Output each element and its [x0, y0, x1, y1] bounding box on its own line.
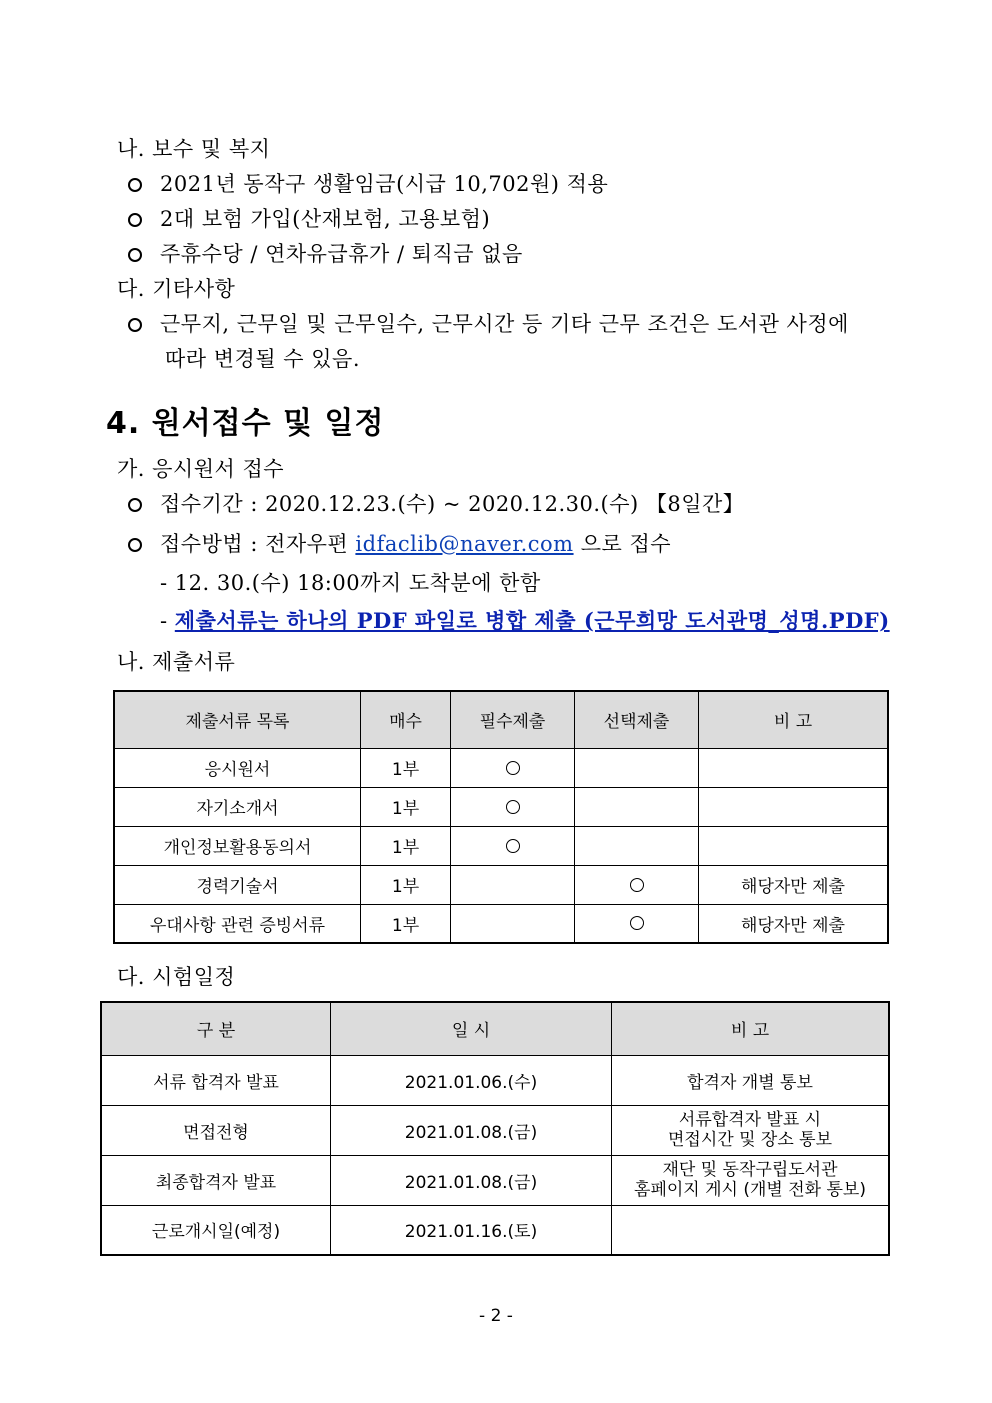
table-row [101, 1105, 889, 1155]
schedule-date-cell: 2021.01.06.(수) [331, 1055, 612, 1105]
highlight-text: 제출서류는 하나의 PDF 파일로 병합 제출 (근무희망 도서관명_성명.PDF) [174, 608, 890, 633]
schedule-item-cell: 면접전형 [101, 1105, 331, 1155]
table-header-cell: 제출서류 목록 [114, 691, 361, 748]
doc-count-cell: 1부 [361, 865, 451, 904]
table-row [114, 865, 888, 904]
doc-note-cell: 해당자만 제출 [699, 904, 889, 943]
schedule-date-cell: 2021.01.16.(토) [331, 1205, 612, 1255]
schedule-table [100, 1001, 890, 1256]
doc-name-cell: 경력기술서 [114, 865, 361, 904]
list-item: 근무지, 근무일 및 근무일수, 근무시간 등 기타 근무 조건은 도서관 사정에 [128, 308, 849, 338]
section-c-title: 다. 기타사항 [117, 277, 236, 301]
bullet-circle-icon [128, 178, 142, 192]
doc-count-cell: 1부 [361, 748, 451, 787]
bullet-circle-icon [128, 318, 142, 332]
section-b-title: 나. 보수 및 복지 [117, 137, 271, 161]
bullet-circle-icon [128, 213, 142, 227]
doc-note-cell: 해당자만 제출 [699, 865, 889, 904]
doc-note-cell [699, 787, 889, 826]
list-item: 2대 보험 가입(산재보험, 고용보험) [128, 203, 490, 233]
required-cell [451, 748, 575, 787]
table-header-row [101, 1002, 889, 1055]
schedule-note-cell: 합격자 개별 통보 [612, 1055, 890, 1105]
table-row [114, 904, 888, 943]
schedule-item-cell: 서류 합격자 발표 [101, 1055, 331, 1105]
check-circle-icon [630, 878, 644, 892]
list-item: 주휴수당 / 연차유급휴가 / 퇴직금 없음 [128, 238, 523, 268]
schedule-note-cell: 서류합격자 발표 시 면접시간 및 장소 통보 [612, 1105, 890, 1155]
doc-name-cell: 개인정보활용동의서 [114, 826, 361, 865]
schedule-note-cell: 재단 및 동작구립도서관 홈페이지 게시 (개별 전화 통보) [612, 1155, 890, 1205]
optional-cell [575, 904, 699, 943]
schedule-note-cell [612, 1205, 890, 1255]
required-cell [451, 904, 575, 943]
table-header-cell: 일 시 [331, 1002, 612, 1055]
doc-name-cell: 응시원서 [114, 748, 361, 787]
page-number: - 2 - [479, 1306, 513, 1326]
note-line-highlight: - 제출서류는 하나의 PDF 파일로 병합 제출 (근무희망 도서관명_성명.PDF) [160, 608, 890, 633]
list-item: 접수방법 : 전자우편 idfaclib@naver.com 으로 접수 [128, 528, 671, 558]
optional-cell [575, 826, 699, 865]
schedule-date-cell: 2021.01.08.(금) [331, 1105, 612, 1155]
check-circle-icon [506, 839, 520, 853]
section-heading: 4. 원서접수 및 일정 [106, 406, 385, 441]
subsection-title: 나. 제출서류 [117, 650, 236, 674]
bullet-circle-icon [128, 498, 142, 512]
note-line: - 12. 30.(수) 18:00까지 도착분에 한함 [160, 571, 541, 595]
doc-count-cell: 1부 [361, 904, 451, 943]
doc-name-cell: 우대사항 관련 증빙서류 [114, 904, 361, 943]
bullet-circle-icon [128, 248, 142, 262]
doc-count-cell: 1부 [361, 787, 451, 826]
email-link[interactable]: idfaclib@naver.com [355, 532, 574, 556]
required-cell [451, 787, 575, 826]
required-cell [451, 826, 575, 865]
doc-note-cell [699, 748, 889, 787]
required-cell [451, 865, 575, 904]
list-item: 2021년 동작구 생활임금(시급 10,702원) 적용 [128, 168, 608, 198]
table-header-cell: 구 분 [101, 1002, 331, 1055]
subsection-title: 가. 응시원서 접수 [117, 457, 285, 481]
table-row [101, 1205, 889, 1255]
schedule-date-cell: 2021.01.08.(금) [331, 1155, 612, 1205]
table-row [101, 1155, 889, 1205]
optional-cell [575, 787, 699, 826]
table-header-cell: 선택제출 [575, 691, 699, 748]
table-header-cell: 매수 [361, 691, 451, 748]
table-header-row [114, 691, 888, 748]
table-row [114, 826, 888, 865]
optional-cell [575, 748, 699, 787]
list-item-continuation: 따라 변경될 수 있음. [165, 347, 360, 371]
doc-note-cell [699, 826, 889, 865]
table-header-cell: 비 고 [699, 691, 889, 748]
optional-cell [575, 865, 699, 904]
bullet-circle-icon [128, 538, 142, 552]
schedule-item-cell: 근로개시일(예정) [101, 1205, 331, 1255]
doc-name-cell: 자기소개서 [114, 787, 361, 826]
list-item: 접수기간 : 2020.12.23.(수) ~ 2020.12.30.(수) 【8일간】 [128, 488, 744, 518]
table-row [114, 748, 888, 787]
documents-table [113, 690, 889, 944]
table-row [101, 1055, 889, 1105]
subsection-title: 다. 시험일정 [117, 965, 236, 989]
doc-count-cell: 1부 [361, 826, 451, 865]
schedule-item-cell: 최종합격자 발표 [101, 1155, 331, 1205]
check-circle-icon [506, 800, 520, 814]
check-circle-icon [630, 916, 644, 930]
check-circle-icon [506, 761, 520, 775]
table-header-cell: 비 고 [612, 1002, 890, 1055]
table-row [114, 787, 888, 826]
table-header-cell: 필수제출 [451, 691, 575, 748]
